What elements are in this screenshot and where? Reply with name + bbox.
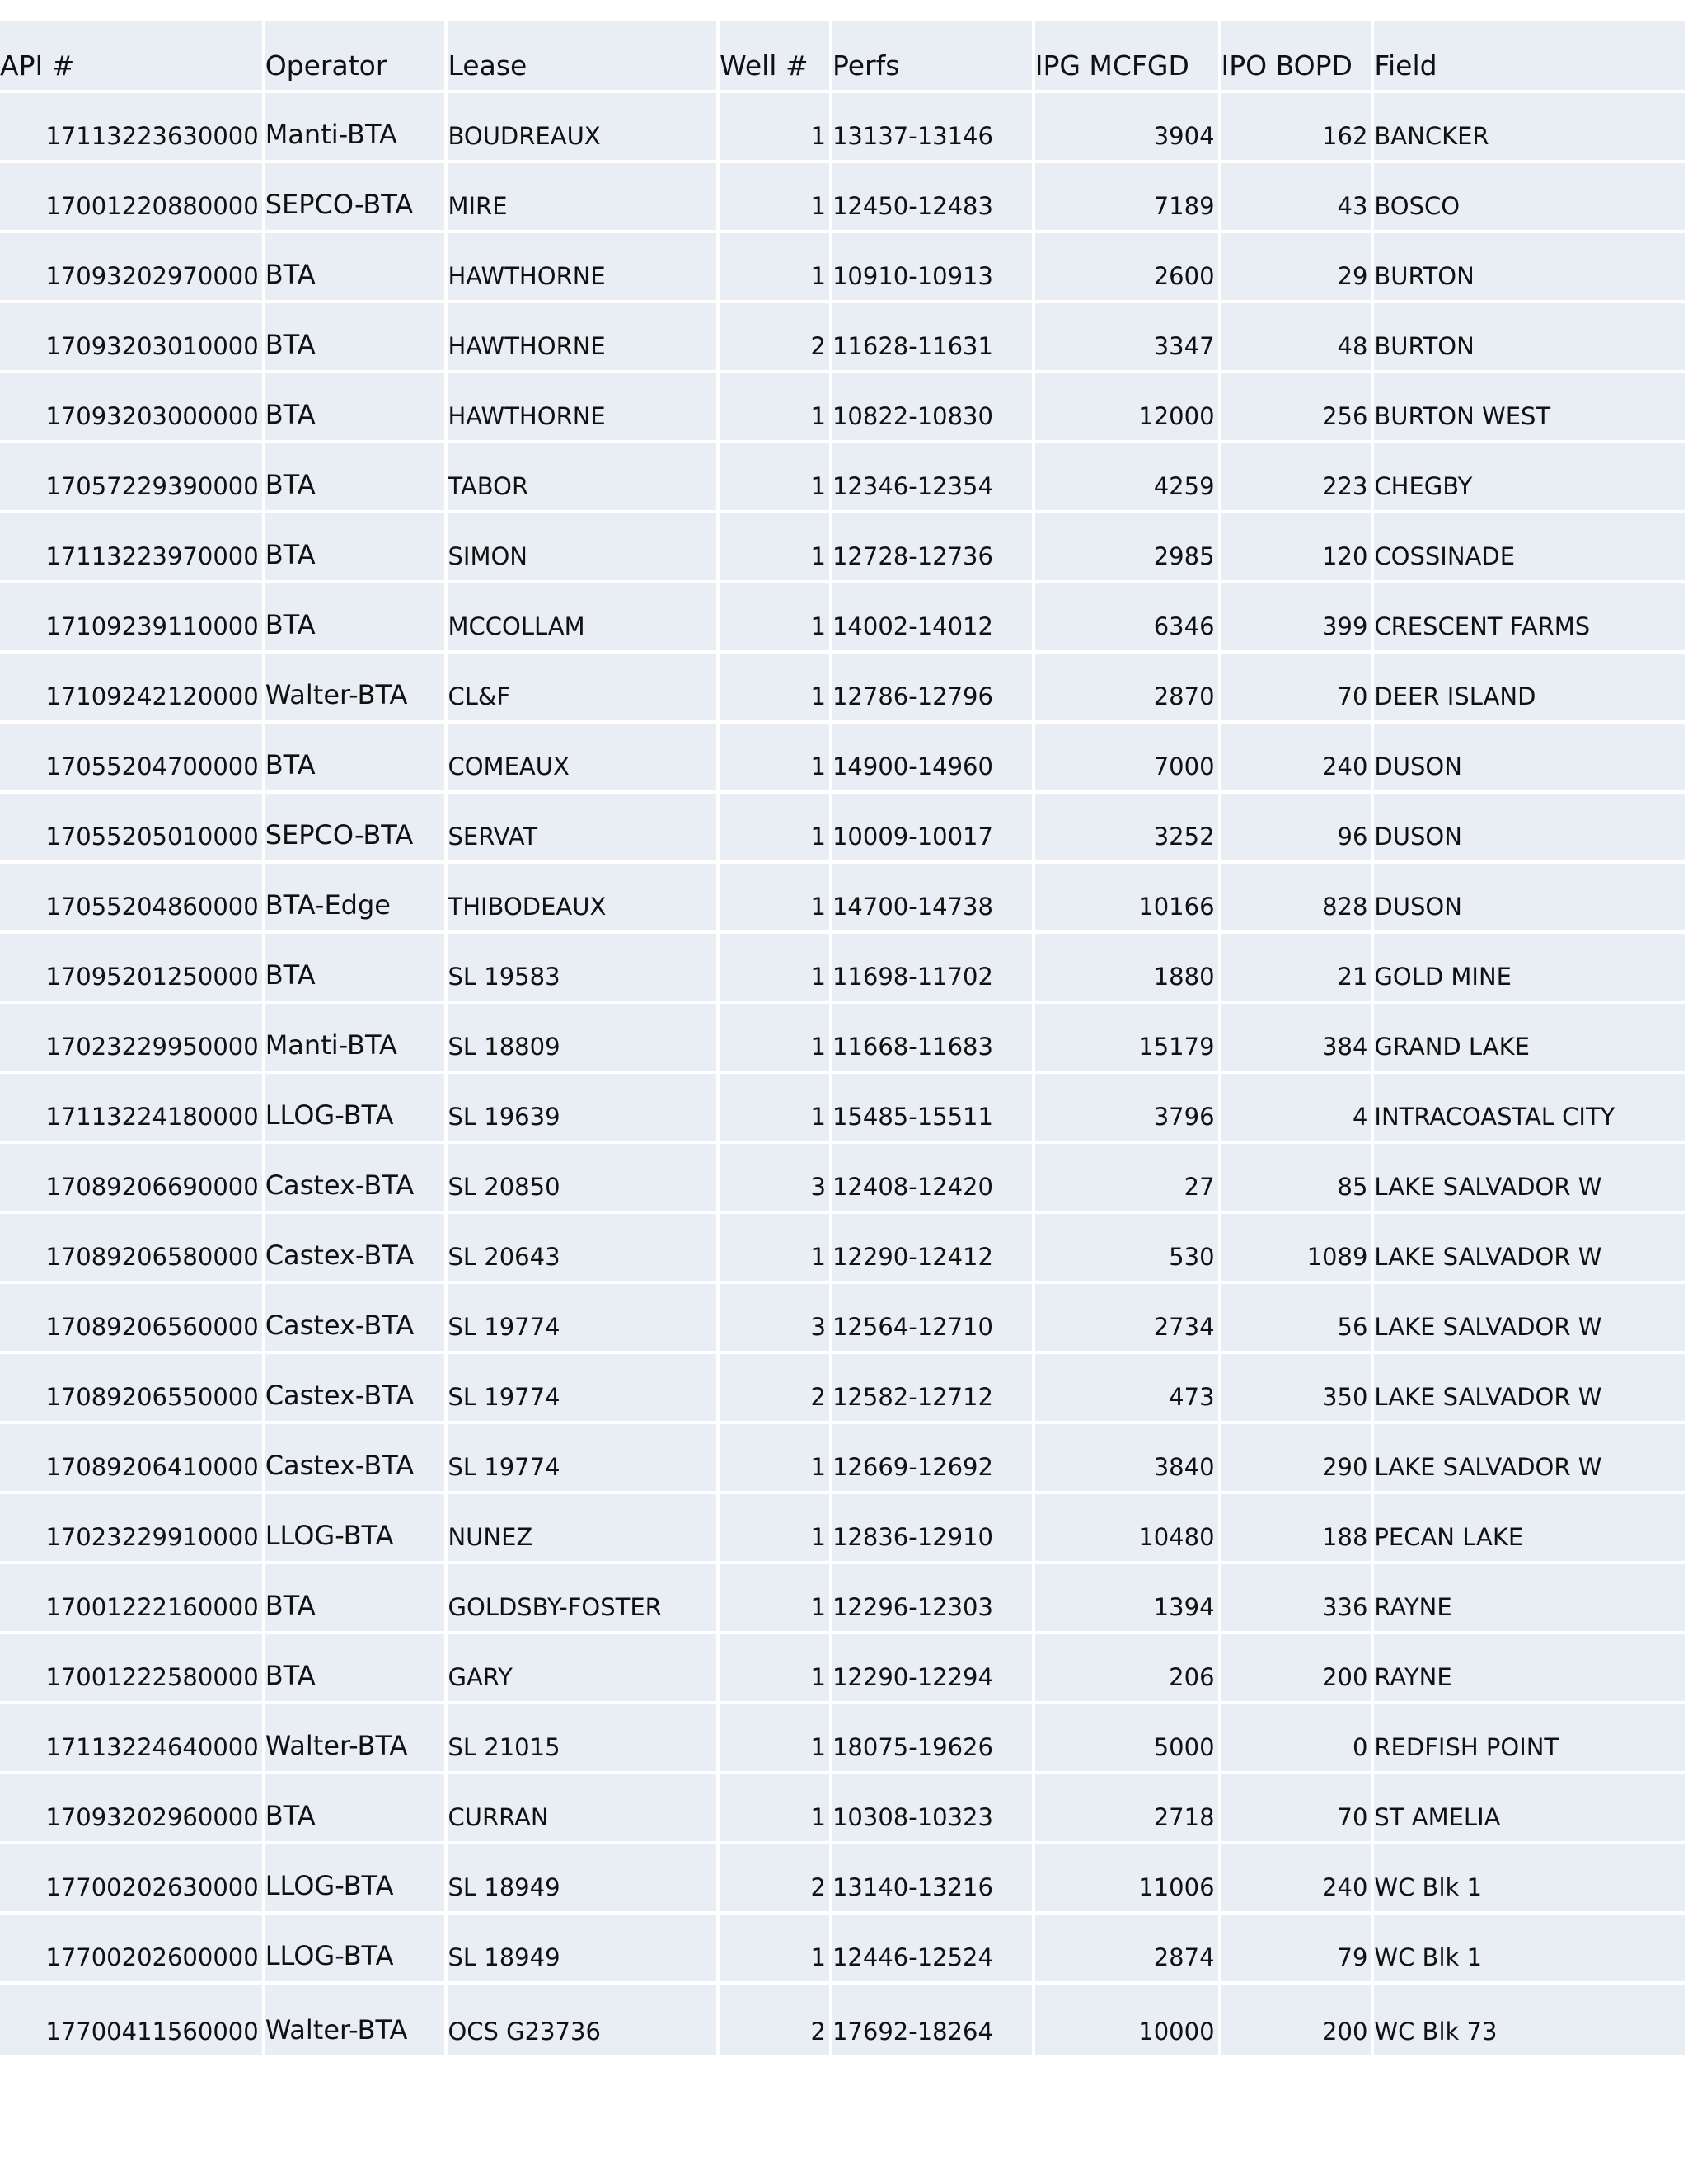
perfs-cell: 12296-12303: [831, 1563, 1034, 1633]
lease-cell: HAWTHORNE: [446, 372, 718, 442]
perfs-cell: 12450-12483: [831, 162, 1034, 232]
table-row: [0, 1002, 1686, 1072]
perfs-cell: 12564-12710: [831, 1282, 1034, 1352]
field-cell: WC Blk 1: [1372, 1843, 1686, 1913]
lease-cell: MCCOLLAM: [446, 582, 718, 652]
operator-cell: Castex-BTA: [264, 1282, 447, 1352]
ipo-cell: 120: [1220, 512, 1373, 582]
operator-cell: BTA: [264, 722, 447, 792]
table-row: [0, 162, 1686, 232]
ipo-cell: 56: [1220, 1282, 1373, 1352]
well-cell: 1: [718, 1773, 831, 1843]
table-row: [0, 91, 1686, 162]
operator-cell: LLOG-BTA: [264, 1072, 447, 1142]
ipo-cell: 399: [1220, 582, 1373, 652]
api-cell: 17093203010000: [0, 302, 264, 372]
header-perfs: Perfs: [831, 21, 1034, 91]
lease-cell: CL&F: [446, 652, 718, 722]
ipo-cell: 290: [1220, 1422, 1373, 1493]
lease-cell: THIBODEAUX: [446, 862, 718, 932]
table-row: [0, 722, 1686, 792]
api-cell: 17057229390000: [0, 442, 264, 512]
table-row: [0, 1913, 1686, 1983]
well-cell: 1: [718, 652, 831, 722]
operator-cell: Castex-BTA: [264, 1422, 447, 1493]
ipo-cell: 200: [1220, 1983, 1373, 2057]
ipg-cell: 11006: [1034, 1843, 1220, 1913]
ipg-cell: 206: [1034, 1633, 1220, 1703]
perfs-cell: 14900-14960: [831, 722, 1034, 792]
api-cell: 17089206690000: [0, 1142, 264, 1212]
well-cell: 1: [718, 1913, 831, 1983]
ipo-cell: 200: [1220, 1633, 1373, 1703]
api-cell: 17113223970000: [0, 512, 264, 582]
field-cell: BURTON WEST: [1372, 372, 1686, 442]
well-cell: 1: [718, 792, 831, 862]
perfs-cell: 11698-11702: [831, 932, 1034, 1002]
operator-cell: BTA: [264, 582, 447, 652]
ipo-cell: 0: [1220, 1703, 1373, 1773]
lease-cell: CURRAN: [446, 1773, 718, 1843]
ipg-cell: 10166: [1034, 862, 1220, 932]
table-row: [0, 442, 1686, 512]
field-cell: LAKE SALVADOR W: [1372, 1282, 1686, 1352]
lease-cell: SL 20850: [446, 1142, 718, 1212]
well-cell: 2: [718, 302, 831, 372]
table-row: [0, 932, 1686, 1002]
field-cell: REDFISH POINT: [1372, 1703, 1686, 1773]
operator-cell: LLOG-BTA: [264, 1913, 447, 1983]
well-cell: 1: [718, 442, 831, 512]
field-cell: ST AMELIA: [1372, 1773, 1686, 1843]
lease-cell: NUNEZ: [446, 1493, 718, 1563]
field-cell: DUSON: [1372, 792, 1686, 862]
well-cell: 2: [718, 1843, 831, 1913]
ipg-cell: 3840: [1034, 1422, 1220, 1493]
field-cell: INTRACOASTAL CITY: [1372, 1072, 1686, 1142]
well-cell: 1: [718, 232, 831, 302]
operator-cell: BTA: [264, 1563, 447, 1633]
ipg-cell: 12000: [1034, 372, 1220, 442]
ipg-cell: 7189: [1034, 162, 1220, 232]
table-row: [0, 862, 1686, 932]
well-cell: 2: [718, 1983, 831, 2057]
api-cell: 17093202970000: [0, 232, 264, 302]
table-row: [0, 1352, 1686, 1422]
table-row: [0, 512, 1686, 582]
ipo-cell: 79: [1220, 1913, 1373, 1983]
ipg-cell: 2718: [1034, 1773, 1220, 1843]
well-cell: 1: [718, 1563, 831, 1633]
operator-cell: Walter-BTA: [264, 652, 447, 722]
lease-cell: SL 18949: [446, 1843, 718, 1913]
field-cell: LAKE SALVADOR W: [1372, 1142, 1686, 1212]
table-row: [0, 1422, 1686, 1493]
ipo-cell: 4: [1220, 1072, 1373, 1142]
table-row: [0, 582, 1686, 652]
table-row: [0, 1633, 1686, 1703]
ipo-cell: 828: [1220, 862, 1373, 932]
api-cell: 17089206580000: [0, 1212, 264, 1282]
well-cell: 1: [718, 1633, 831, 1703]
ipg-cell: 15179: [1034, 1002, 1220, 1072]
api-cell: 17089206550000: [0, 1352, 264, 1422]
field-cell: BURTON: [1372, 302, 1686, 372]
operator-cell: LLOG-BTA: [264, 1843, 447, 1913]
perfs-cell: 11628-11631: [831, 302, 1034, 372]
field-cell: CRESCENT FARMS: [1372, 582, 1686, 652]
api-cell: 17113223630000: [0, 91, 264, 162]
api-cell: 17055205010000: [0, 792, 264, 862]
lease-cell: SL 21015: [446, 1703, 718, 1773]
api-cell: 17093203000000: [0, 372, 264, 442]
api-cell: 17700202630000: [0, 1843, 264, 1913]
well-cell: 1: [718, 1002, 831, 1072]
ipo-cell: 336: [1220, 1563, 1373, 1633]
header-row: [0, 21, 1686, 91]
operator-cell: Castex-BTA: [264, 1212, 447, 1282]
perfs-cell: 12728-12736: [831, 512, 1034, 582]
table-row: [0, 792, 1686, 862]
ipo-cell: 96: [1220, 792, 1373, 862]
operator-cell: Castex-BTA: [264, 1142, 447, 1212]
api-cell: 17093202960000: [0, 1773, 264, 1843]
ipo-cell: 188: [1220, 1493, 1373, 1563]
ipo-cell: 162: [1220, 91, 1373, 162]
perfs-cell: 14700-14738: [831, 862, 1034, 932]
table-row: [0, 1282, 1686, 1352]
well-cell: 1: [718, 512, 831, 582]
operator-cell: LLOG-BTA: [264, 1493, 447, 1563]
table-row: [0, 1142, 1686, 1212]
well-cell: 3: [718, 1282, 831, 1352]
ipo-cell: 85: [1220, 1142, 1373, 1212]
table-row: [0, 1212, 1686, 1282]
ipg-cell: 3904: [1034, 91, 1220, 162]
field-cell: DUSON: [1372, 862, 1686, 932]
operator-cell: SEPCO-BTA: [264, 792, 447, 862]
perfs-cell: 17692-18264: [831, 1983, 1034, 2057]
header-lease: Lease: [446, 21, 718, 91]
field-cell: GRAND LAKE: [1372, 1002, 1686, 1072]
well-cell: 1: [718, 862, 831, 932]
lease-cell: SL 18949: [446, 1913, 718, 1983]
table-row: [0, 1703, 1686, 1773]
perfs-cell: 12582-12712: [831, 1352, 1034, 1422]
api-cell: 17001222580000: [0, 1633, 264, 1703]
api-cell: 17055204860000: [0, 862, 264, 932]
well-cell: 1: [718, 162, 831, 232]
perfs-cell: 12290-12412: [831, 1212, 1034, 1282]
ipg-cell: 2870: [1034, 652, 1220, 722]
ipo-cell: 240: [1220, 1843, 1373, 1913]
lease-cell: SL 19774: [446, 1422, 718, 1493]
field-cell: GOLD MINE: [1372, 932, 1686, 1002]
operator-cell: Walter-BTA: [264, 1983, 447, 2057]
well-cell: 1: [718, 372, 831, 442]
ipo-cell: 384: [1220, 1002, 1373, 1072]
ipg-cell: 3347: [1034, 302, 1220, 372]
ipo-cell: 21: [1220, 932, 1373, 1002]
operator-cell: BTA: [264, 232, 447, 302]
ipo-cell: 43: [1220, 162, 1373, 232]
header-api: API #: [0, 21, 264, 91]
perfs-cell: 15485-15511: [831, 1072, 1034, 1142]
ipg-cell: 2985: [1034, 512, 1220, 582]
ipg-cell: 3796: [1034, 1072, 1220, 1142]
lease-cell: HAWTHORNE: [446, 232, 718, 302]
header-well: Well #: [718, 21, 831, 91]
table-row: [0, 1493, 1686, 1563]
lease-cell: SIMON: [446, 512, 718, 582]
lease-cell: SL 19639: [446, 1072, 718, 1142]
ipg-cell: 1880: [1034, 932, 1220, 1002]
api-cell: 17113224640000: [0, 1703, 264, 1773]
api-cell: 17095201250000: [0, 932, 264, 1002]
header-ipg-mcfgd: IPG MCFGD: [1034, 21, 1220, 91]
lease-cell: GARY: [446, 1633, 718, 1703]
ipg-cell: 2874: [1034, 1913, 1220, 1983]
api-cell: 17001222160000: [0, 1563, 264, 1633]
operator-cell: BTA: [264, 512, 447, 582]
ipg-cell: 4259: [1034, 442, 1220, 512]
ipo-cell: 48: [1220, 302, 1373, 372]
api-cell: 17109242120000: [0, 652, 264, 722]
ipg-cell: 2600: [1034, 232, 1220, 302]
perfs-cell: 13137-13146: [831, 91, 1034, 162]
api-cell: 17113224180000: [0, 1072, 264, 1142]
field-cell: RAYNE: [1372, 1563, 1686, 1633]
lease-cell: GOLDSBY-FOSTER: [446, 1563, 718, 1633]
well-cell: 3: [718, 1142, 831, 1212]
field-cell: PECAN LAKE: [1372, 1493, 1686, 1563]
ipg-cell: 7000: [1034, 722, 1220, 792]
operator-cell: BTA: [264, 442, 447, 512]
field-cell: COSSINADE: [1372, 512, 1686, 582]
table-row: [0, 652, 1686, 722]
ipo-cell: 70: [1220, 652, 1373, 722]
operator-cell: BTA: [264, 372, 447, 442]
well-cell: 1: [718, 722, 831, 792]
ipg-cell: 27: [1034, 1142, 1220, 1212]
table-row: [0, 1843, 1686, 1913]
api-cell: 17700202600000: [0, 1913, 264, 1983]
perfs-cell: 10822-10830: [831, 372, 1034, 442]
well-cell: 1: [718, 582, 831, 652]
perfs-cell: 18075-19626: [831, 1703, 1034, 1773]
ipg-cell: 5000: [1034, 1703, 1220, 1773]
well-cell: 1: [718, 1072, 831, 1142]
table-row: [0, 302, 1686, 372]
well-cell: 1: [718, 1212, 831, 1282]
field-cell: DEER ISLAND: [1372, 652, 1686, 722]
ipo-cell: 240: [1220, 722, 1373, 792]
operator-cell: BTA: [264, 302, 447, 372]
perfs-cell: 11668-11683: [831, 1002, 1034, 1072]
api-cell: 17055204700000: [0, 722, 264, 792]
ipg-cell: 10480: [1034, 1493, 1220, 1563]
operator-cell: Castex-BTA: [264, 1352, 447, 1422]
perfs-cell: 12669-12692: [831, 1422, 1034, 1493]
ipo-cell: 1089: [1220, 1212, 1373, 1282]
operator-cell: BTA-Edge: [264, 862, 447, 932]
well-cell: 1: [718, 91, 831, 162]
field-cell: BOSCO: [1372, 162, 1686, 232]
perfs-cell: 13140-13216: [831, 1843, 1034, 1913]
table-row: [0, 1563, 1686, 1633]
lease-cell: SL 19774: [446, 1282, 718, 1352]
perfs-cell: 12446-12524: [831, 1913, 1034, 1983]
lease-cell: SERVAT: [446, 792, 718, 862]
operator-cell: Walter-BTA: [264, 1703, 447, 1773]
field-cell: WC Blk 1: [1372, 1913, 1686, 1983]
well-cell: 1: [718, 932, 831, 1002]
ipo-cell: 70: [1220, 1773, 1373, 1843]
api-cell: 17023229910000: [0, 1493, 264, 1563]
ipo-cell: 256: [1220, 372, 1373, 442]
table-row: [0, 232, 1686, 302]
operator-cell: BTA: [264, 932, 447, 1002]
field-cell: WC Blk 73: [1372, 1983, 1686, 2057]
operator-cell: SEPCO-BTA: [264, 162, 447, 232]
ipo-cell: 29: [1220, 232, 1373, 302]
lease-cell: SL 19774: [446, 1352, 718, 1422]
lease-cell: MIRE: [446, 162, 718, 232]
field-cell: LAKE SALVADOR W: [1372, 1352, 1686, 1422]
well-cell: 1: [718, 1422, 831, 1493]
field-cell: BURTON: [1372, 232, 1686, 302]
header-operator: Operator: [264, 21, 447, 91]
field-cell: LAKE SALVADOR W: [1372, 1212, 1686, 1282]
api-cell: 17001220880000: [0, 162, 264, 232]
perfs-cell: 12408-12420: [831, 1142, 1034, 1212]
ipg-cell: 530: [1034, 1212, 1220, 1282]
perfs-cell: 12836-12910: [831, 1493, 1034, 1563]
perfs-cell: 10009-10017: [831, 792, 1034, 862]
lease-cell: HAWTHORNE: [446, 302, 718, 372]
ipg-cell: 2734: [1034, 1282, 1220, 1352]
ipg-cell: 473: [1034, 1352, 1220, 1422]
lease-cell: OCS G23736: [446, 1983, 718, 2057]
table-row: [0, 1773, 1686, 1843]
api-cell: 17023229950000: [0, 1002, 264, 1072]
field-cell: LAKE SALVADOR W: [1372, 1422, 1686, 1493]
api-cell: 17109239110000: [0, 582, 264, 652]
operator-cell: Manti-BTA: [264, 1002, 447, 1072]
table-row: [0, 1072, 1686, 1142]
well-data-table: [0, 21, 1688, 2059]
header-field: Field: [1372, 21, 1686, 91]
perfs-cell: 12290-12294: [831, 1633, 1034, 1703]
table-row: [0, 1983, 1686, 2057]
header-ipo-bopd: IPO BOPD: [1220, 21, 1373, 91]
well-cell: 2: [718, 1352, 831, 1422]
ipo-cell: 350: [1220, 1352, 1373, 1422]
lease-cell: SL 20643: [446, 1212, 718, 1282]
operator-cell: BTA: [264, 1773, 447, 1843]
perfs-cell: 12346-12354: [831, 442, 1034, 512]
ipo-cell: 223: [1220, 442, 1373, 512]
ipg-cell: 6346: [1034, 582, 1220, 652]
field-cell: CHEGBY: [1372, 442, 1686, 512]
perfs-cell: 12786-12796: [831, 652, 1034, 722]
lease-cell: TABOR: [446, 442, 718, 512]
ipg-cell: 10000: [1034, 1983, 1220, 2057]
ipg-cell: 1394: [1034, 1563, 1220, 1633]
perfs-cell: 10910-10913: [831, 232, 1034, 302]
lease-cell: SL 19583: [446, 932, 718, 1002]
well-cell: 1: [718, 1703, 831, 1773]
field-cell: BANCKER: [1372, 91, 1686, 162]
field-cell: RAYNE: [1372, 1633, 1686, 1703]
api-cell: 17700411560000: [0, 1983, 264, 2057]
lease-cell: SL 18809: [446, 1002, 718, 1072]
ipg-cell: 3252: [1034, 792, 1220, 862]
api-cell: 17089206410000: [0, 1422, 264, 1493]
perfs-cell: 14002-14012: [831, 582, 1034, 652]
well-cell: 1: [718, 1493, 831, 1563]
field-cell: DUSON: [1372, 722, 1686, 792]
lease-cell: BOUDREAUX: [446, 91, 718, 162]
operator-cell: BTA: [264, 1633, 447, 1703]
perfs-cell: 10308-10323: [831, 1773, 1034, 1843]
lease-cell: COMEAUX: [446, 722, 718, 792]
operator-cell: Manti-BTA: [264, 91, 447, 162]
api-cell: 17089206560000: [0, 1282, 264, 1352]
table-row: [0, 372, 1686, 442]
